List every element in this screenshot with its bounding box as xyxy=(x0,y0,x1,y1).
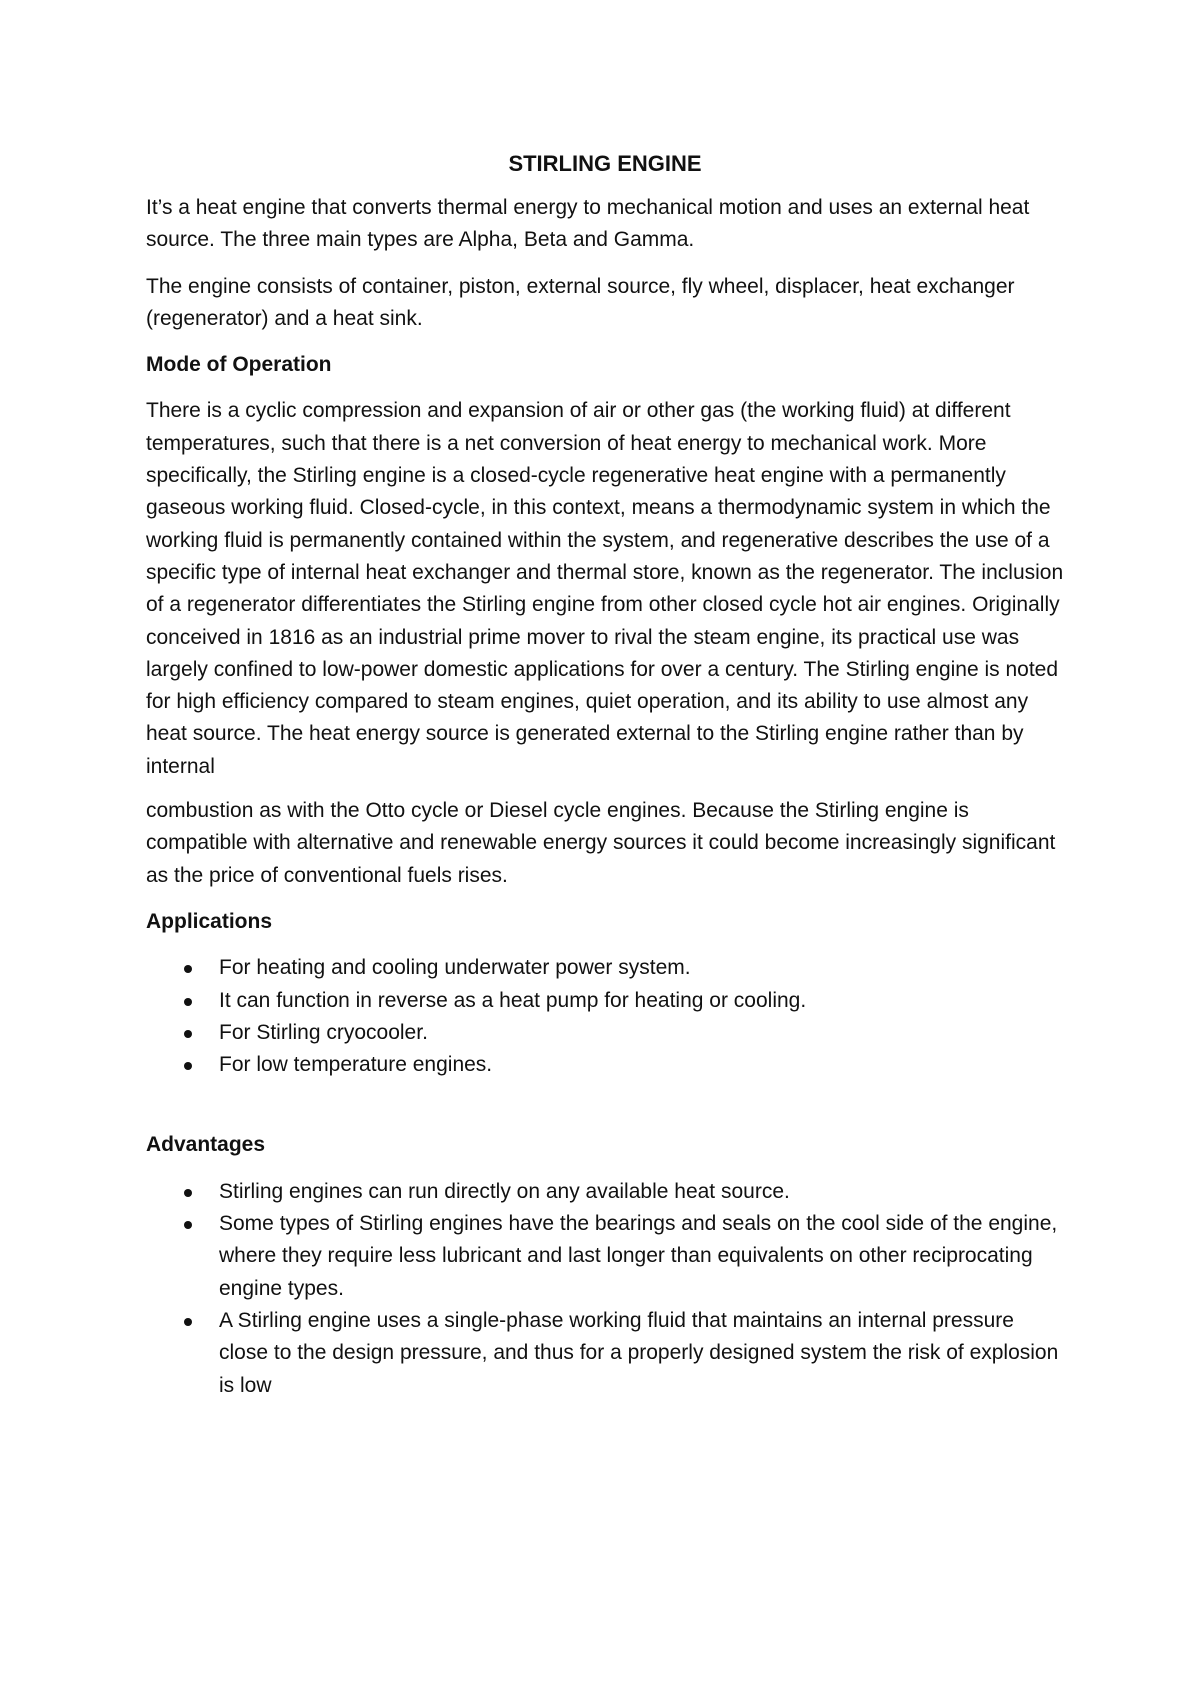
advantages-list xyxy=(146,1176,1064,1402)
list-item xyxy=(146,985,1064,1017)
list-item-text: For Stirling cryocooler. xyxy=(219,1020,428,1044)
operation-paragraph-continued: combustion as with the Otto cycle or Diesel cycle engines. Because the Stirling engine is compatible with alternative and renewable energy sources it could become increasingly significant as the price of conventional fuels rises. xyxy=(146,799,1056,887)
list-item-text: A Stirling engine uses a single-phase working fluid that maintains an internal pressure close to the design pressure, and thus for a properly designed system the risk of explosion is low xyxy=(219,1308,1059,1397)
list-item-text: For heating and cooling underwater power system. xyxy=(219,956,691,980)
list-item xyxy=(146,1305,1064,1402)
bullet-icon xyxy=(184,1030,192,1038)
list-item xyxy=(146,1176,1064,1208)
bullet-icon xyxy=(184,1189,192,1197)
bullet-icon xyxy=(184,1318,192,1326)
bullet-icon xyxy=(184,1062,192,1070)
list-item xyxy=(146,1049,1064,1081)
list-item xyxy=(146,1017,1064,1049)
intro-paragraph: The engine consists of container, piston, external source, fly wheel, displacer, heat exchanger (regenerator) and a heat sink. xyxy=(146,274,1015,330)
bullet-icon xyxy=(184,965,192,973)
list-item-text: Stirling engines can run directly on any available heat source. xyxy=(219,1179,790,1203)
section-heading-mode-of-operation: Mode of Operation xyxy=(146,353,332,377)
bullet-icon xyxy=(184,998,192,1006)
section-heading-advantages: Advantages xyxy=(146,1133,266,1157)
list-item-text: Some types of Stirling engines have the bearings and seals on the cool side of the engine, where they require less lubricant and last longer than equivalents on other reciprocating engine types. xyxy=(219,1212,1058,1300)
section-heading-applications: Applications xyxy=(146,909,273,933)
list-item-text: It can function in reverse as a heat pump for heating or cooling. xyxy=(219,988,807,1012)
list-item xyxy=(146,1208,1064,1305)
list-item xyxy=(146,952,1064,984)
applications-list xyxy=(146,952,1064,1081)
document-title: STIRLING ENGINE xyxy=(508,151,702,176)
document-body xyxy=(146,148,1064,1402)
bullet-icon xyxy=(184,1221,192,1229)
intro-paragraph: It’s a heat engine that converts thermal energy to mechanical motion and uses an external heat source. The three main types are Alpha, Beta and Gamma. xyxy=(146,196,1030,252)
list-item-text: For low temperature engines. xyxy=(219,1053,493,1077)
operation-paragraph: There is a cyclic compression and expansion of air or other gas (the working fluid) at different temperatures, such that there is a net conversion of heat energy to mechanical work. More specifically, the Stirling engine is a closed-cycle regenerative heat engine with a permanently gaseous working fluid. Closed-cycle, in this context, means a thermodynamic system in which the working fluid is permanently contained within the system, and regenerative describes the use of a specific type of internal heat exchanger and thermal store, known as the regenerator. The inclusion of a regenerator differentiates the Stirling engine from other closed cycle hot air engines. Originally conceived in 1816 as an industrial prime mover to rival the steam engine, its practical use was largely confined to low-power domestic applications for over a century. The Stirling engine is noted for high efficiency compared to steam engines, quiet operation, and its ability to use almost any heat source. The heat energy source is generated external to the Stirling engine rather than by internal xyxy=(146,399,1064,778)
